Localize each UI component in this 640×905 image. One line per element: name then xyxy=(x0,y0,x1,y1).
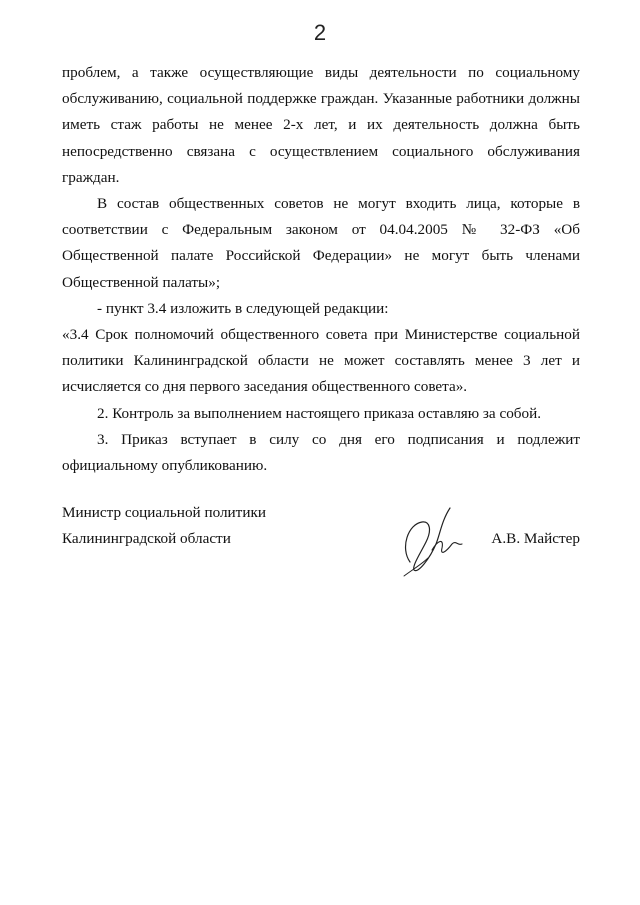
paragraph-6: 3. Приказ вступает в силу со дня его подписания и подлежит официальному опубликованию. xyxy=(62,430,580,475)
signatory-title-line1: Министр социальной политики xyxy=(62,504,266,521)
signatory-name: А.В. Майстер xyxy=(491,530,580,547)
paragraph-4: «3.4 Срок полномочий общественного совета при Министерстве социальной политики Калининградской области не может составлять менее 3 лет и исчисляется со дня первого заседания общественного совета». xyxy=(62,326,580,396)
paragraph-1: проблем, а также осуществляющие виды деятельности по социальному обслуживанию, социальной поддержке граждан. Указанные работники должны иметь стаж работы не менее 2-х лет, и их деятельность должна быть непосредственно связана с осуществлением социального обслуживания граждан. xyxy=(62,64,580,186)
document-body xyxy=(62,60,580,479)
signature-block xyxy=(62,500,580,590)
signatory-title-line2: Калининградской области xyxy=(62,530,231,547)
paragraph-2: В состав общественных советов не могут входить лица, которые в соответствии с Федеральным законом от 04.04.2005 № 32-ФЗ «Об Общественной палате Российской Федерации» не могут быть членами Общественной палаты»; xyxy=(62,195,580,291)
signatory-title xyxy=(62,500,266,552)
handwritten-signature xyxy=(392,500,482,580)
paragraph-3: - пункт 3.4 изложить в следующей редакции: xyxy=(97,299,389,317)
paragraph-5: 2. Контроль за выполнением настоящего приказа оставляю за собой. xyxy=(97,404,542,422)
page-number: 2 xyxy=(313,20,327,45)
